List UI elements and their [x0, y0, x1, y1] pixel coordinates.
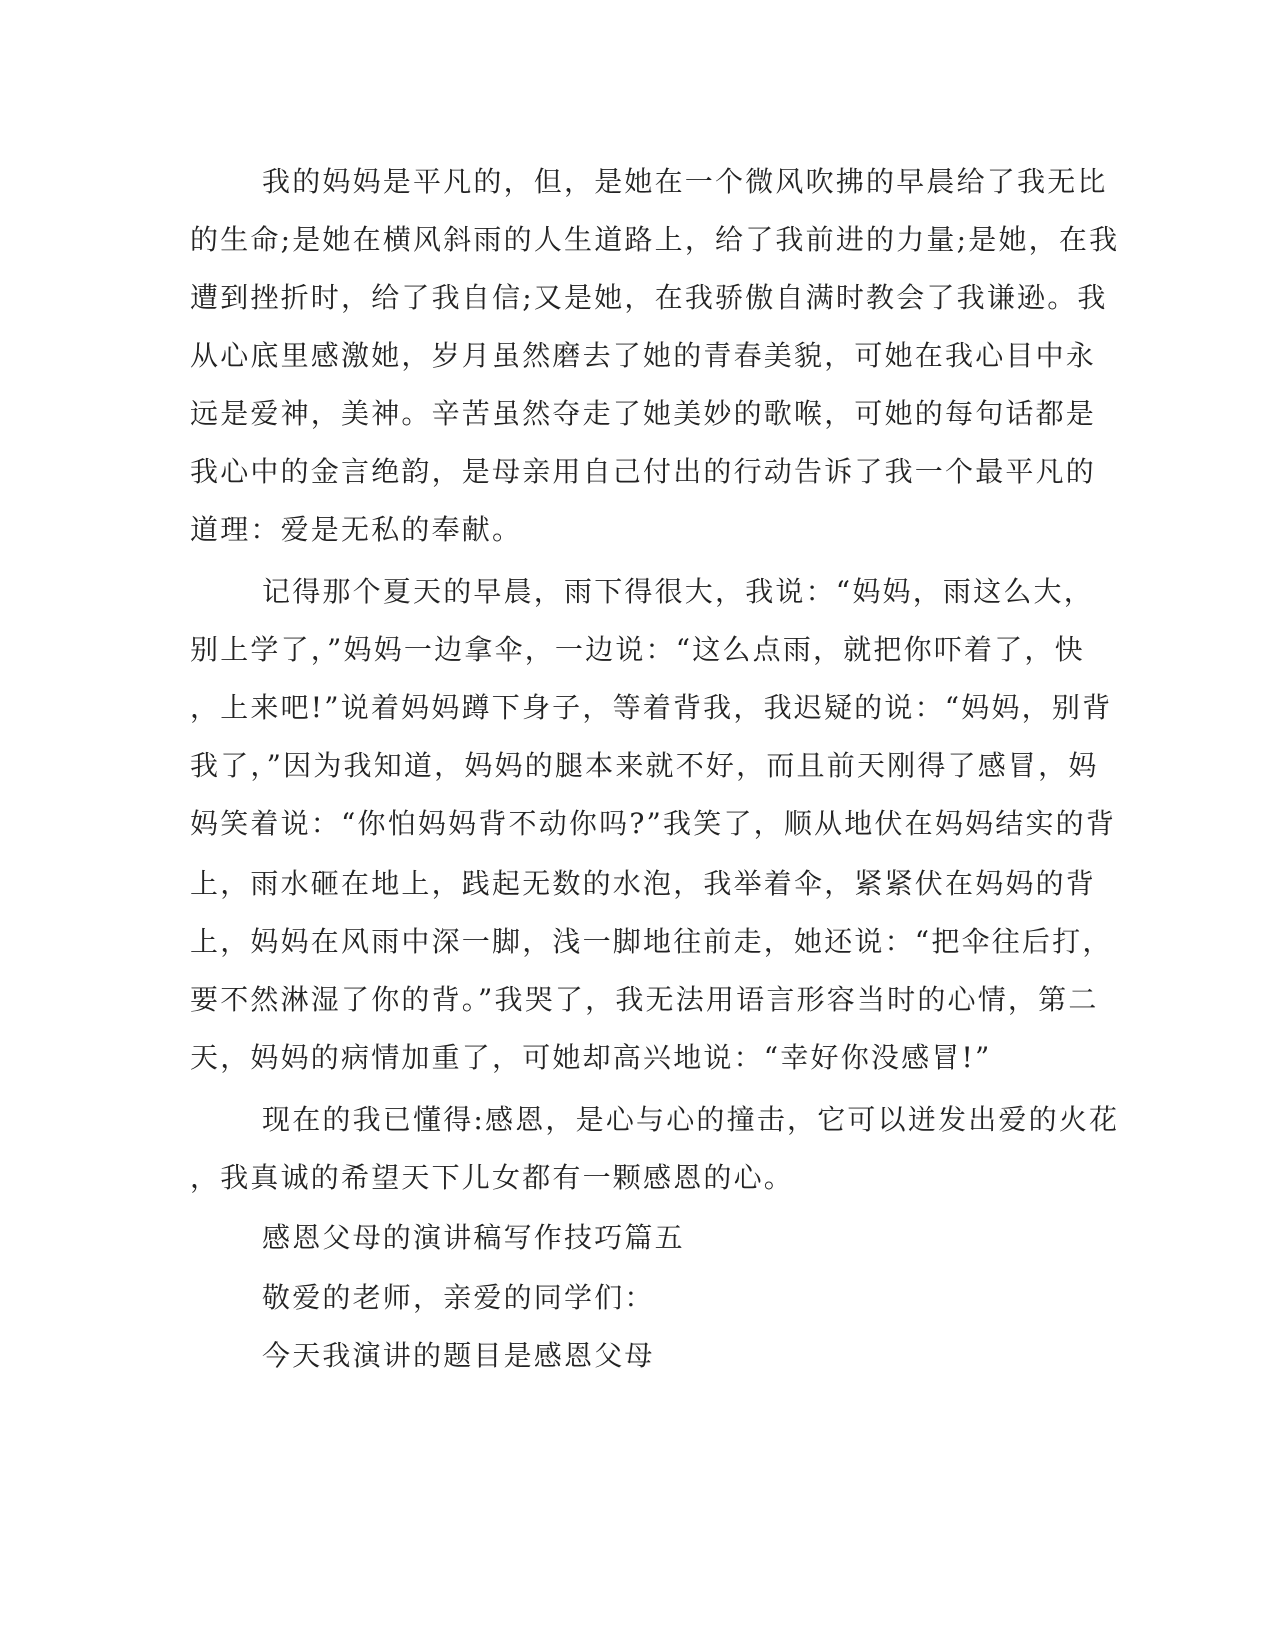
text-line: ，我真诚的希望天下儿女都有一颗感恩的心。 — [190, 1161, 795, 1194]
text-line: 从心底里感激她，岁月虽然磨去了她的青春美貌，可她在我心目中永 — [190, 339, 1097, 372]
text-line: 要不然淋湿了你的背。”我哭了，我无法用语言形容当时的心情，第二 — [190, 983, 1099, 1016]
salutation: 敬爱的老师，亲爱的同学们： — [262, 1281, 655, 1314]
text-line: 别上学了，”妈妈一边拿伞，一边说：“这么点雨，就把你吓着了，快 — [190, 633, 1085, 666]
text-line: 我的妈妈是平凡的，但，是她在一个微风吹拂的早晨给了我无比 — [262, 165, 1108, 198]
text-line: 上，妈妈在风雨中深一脚，浅一脚地往前走，她还说：“把伞往后打， — [190, 925, 1113, 958]
text-line: 道理：爱是无私的奉献。 — [190, 513, 523, 546]
text-line: 今天我演讲的题目是感恩父母 — [262, 1339, 655, 1372]
text-line: 上，雨水砸在地上，践起无数的水泡，我举着伞，紧紧伏在妈妈的背 — [190, 867, 1097, 900]
text-line: 我了，”因为我知道，妈妈的腿本来就不好，而且前天刚得了感冒，妈 — [190, 749, 1099, 782]
text-line: 的生命;是她在横风斜雨的人生道路上，给了我前进的力量;是她，在我 — [190, 223, 1120, 256]
text-line: 我心中的金言绝韵，是母亲用自己付出的行动告诉了我一个最平凡的 — [190, 455, 1097, 488]
text-line: 妈笑着说：“你怕妈妈背不动你吗?”我笑了，顺从地伏在妈妈结实的背 — [190, 807, 1117, 840]
section-heading: 感恩父母的演讲稿写作技巧篇五 — [262, 1221, 685, 1254]
text-line: 记得那个夏天的早晨，雨下得很大，我说：“妈妈，雨这么大， — [262, 575, 1094, 608]
text-line: 天，妈妈的病情加重了，可她却高兴地说：“幸好你没感冒!” — [190, 1041, 992, 1074]
text-line: ，上来吧!”说着妈妈蹲下身子，等着背我，我迟疑的说：“妈妈，别背 — [190, 691, 1113, 724]
text-line: 现在的我已懂得:感恩，是心与心的撞击，它可以迸发出爱的火花 — [262, 1103, 1120, 1136]
text-line: 遭到挫折时，给了我自信;又是她，在我骄傲自满时教会了我谦逊。我 — [190, 281, 1108, 314]
text-line: 远是爱神，美神。辛苦虽然夺走了她美妙的歌喉，可她的每句话都是 — [190, 397, 1097, 430]
